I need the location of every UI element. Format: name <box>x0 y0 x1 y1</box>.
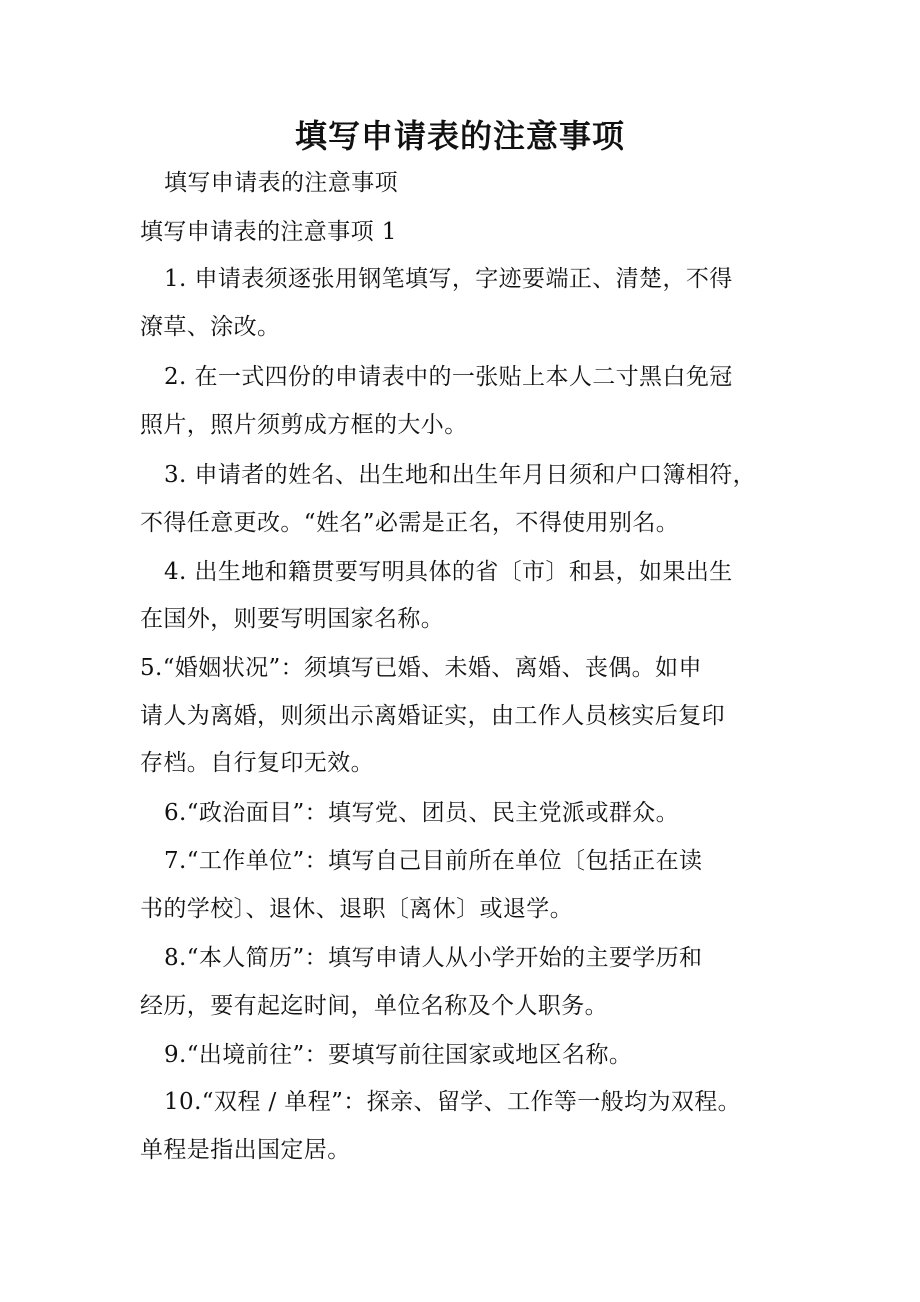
item-3-line-2: 不得任意更改。“姓名”必需是正名，不得使用别名。 <box>140 510 680 536</box>
item-2-line-1: 2. 在一式四份的申请表中的一张贴上本人二寸黑白免冠 <box>164 364 733 390</box>
item-5-line-3: 存档。自行复印无效。 <box>140 750 374 776</box>
item-5-line-2: 请人为离婚，则须出示离婚证实，由工作人员核实后复印 <box>140 703 725 729</box>
item-5-line-1: 5.“婚姻状况”：须填写已婚、未婚、离婚、丧偶。如申 <box>140 655 702 681</box>
item-3-line-1: 3. 申请者的姓名、出生地和出生年月日须和户口簿相符， <box>164 462 757 488</box>
item-10-line-1: 10.“双程 / 单程”：探亲、留学、工作等一般均为双程。 <box>164 1089 742 1115</box>
document-title: 填写申请表的注意事项 <box>294 117 625 155</box>
item-6-line-1: 6.“政治面目”：填写党、团员、民主党派或群众。 <box>164 800 680 826</box>
document-subtitle: 填写申请表的注意事项 <box>164 170 398 196</box>
item-7-line-1: 7.“工作单位”：填写自己目前所在单位〔包括正在读 <box>164 848 703 874</box>
item-4-line-1: 4. 出生地和籍贯要写明具体的省〔市〕和县，如果出生 <box>164 559 733 585</box>
item-1-line-1: 1. 申请表须逐张用钢笔填写，字迹要端正、清楚，不得 <box>164 266 733 292</box>
section-heading: 填写申请表的注意事项 1 <box>140 219 397 245</box>
item-4-line-2: 在国外，则要写明国家名称。 <box>140 606 445 632</box>
item-7-line-2: 书的学校〕、退休、退职〔离休〕或退学。 <box>140 896 574 922</box>
item-1-line-2: 潦草、涂改。 <box>140 314 281 340</box>
item-8-line-2: 经历，要有起迄时间，单位名称及个人职务。 <box>140 993 608 1019</box>
item-9-line-1: 9.“出境前往”：要填写前往国家或地区名称。 <box>164 1042 633 1068</box>
item-2-line-2: 照片，照片须剪成方框的大小。 <box>140 412 468 438</box>
item-10-line-2: 单程是指出国定居。 <box>140 1137 351 1163</box>
item-8-line-1: 8.“本人简历”：填写申请人从小学开始的主要学历和 <box>164 945 703 971</box>
